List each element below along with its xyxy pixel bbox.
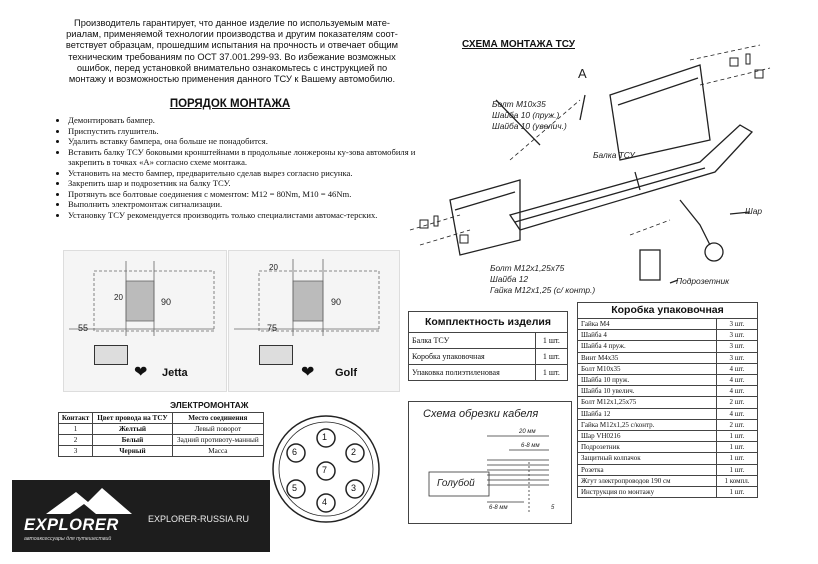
box-qty: 4 шт. xyxy=(717,375,758,386)
warranty-line: Производитель гарантирует, что данное изделие по используемым мате- xyxy=(74,18,390,28)
box-item: Розетка xyxy=(578,464,717,475)
pin-label: 6 xyxy=(292,447,298,457)
heart-icon: ❤ xyxy=(134,364,148,381)
table-row xyxy=(578,419,758,430)
beam-edge xyxy=(515,168,705,222)
install-step: • Закрепить шар и подрозетник на балку ТСУ. xyxy=(68,178,423,189)
box-qty: 1 шт. xyxy=(717,442,758,453)
dim-75: 75 xyxy=(267,323,278,333)
table-row xyxy=(578,375,758,386)
install-step: • Протянуть все болтовые соединения с моментом: М12 = 80Nm, М10 = 46Nm. xyxy=(68,189,423,200)
box-item: Шайба 4 xyxy=(578,330,717,341)
box-qty: 1 компл. xyxy=(717,475,758,486)
place-cell: Масса xyxy=(172,446,263,457)
heart-icon: ❤ xyxy=(301,364,315,381)
cutout-panel-jetta xyxy=(63,250,227,392)
box-qty: 4 шт. xyxy=(717,363,758,374)
box-item: Жгут электропроводов 190 см xyxy=(578,475,717,486)
dim-total: 20 мм xyxy=(519,429,536,435)
cutout-panel-golf xyxy=(228,250,400,392)
box-item: Шайба 12 xyxy=(578,408,717,419)
col-connection: Место соединения xyxy=(172,413,263,424)
place-cell: Задний противоту-манный xyxy=(172,435,263,446)
nut-m12-label: Гайка М12х1,25 (с/ контр.) xyxy=(490,285,596,295)
kit-qty: 1 шт. xyxy=(535,349,567,365)
table-row xyxy=(578,319,758,330)
install-step: • Приспустить глушитель. xyxy=(68,126,423,137)
washer10w-label: Шайба 10 (увелич.) xyxy=(492,121,567,131)
place-cell: Левый поворот xyxy=(172,424,263,435)
col-contact: Контакт xyxy=(59,413,93,424)
kit-item: Балка ТСУ xyxy=(409,333,536,349)
install-step: • Установку ТСУ рекомендуется производить только специалистами автомас-терских. xyxy=(68,210,423,221)
box-title: Коробка упаковочная xyxy=(578,303,758,319)
install-step: • Вставить балку ТСУ боковыми кронштейнами в продольные лонжероны ку-зова автомобиля и закрепить в точках «А» согласно схеме монтажа. xyxy=(68,147,423,168)
kit-qty: 1 шт. xyxy=(535,365,567,381)
box-item: Гайка М4 xyxy=(578,319,717,330)
cable-cut-title: Схема обрезки кабеля xyxy=(423,408,539,420)
table-row xyxy=(578,352,758,363)
table-row xyxy=(409,333,568,349)
warranty-line: техническим требованиям по ОСТ 37.001.299-93. Во избежание возможных xyxy=(68,51,396,62)
install-step: • Удалить вставку бампера, она больше не понадобится. xyxy=(68,136,423,147)
warranty-line: ошибок, перед установкой внимательно ознакомьтесь с инструкцией по xyxy=(76,62,388,73)
install-step: • Демонтировать бампер. xyxy=(68,115,423,126)
table-row xyxy=(578,453,758,464)
dim-five: 5 xyxy=(551,505,555,511)
bolt-m12-label: Болт М12х1,25х75 xyxy=(490,263,565,273)
box-contents-table xyxy=(577,302,758,498)
beam-outline xyxy=(510,125,752,230)
ball-label: Шар xyxy=(745,206,763,216)
table-row xyxy=(578,341,758,352)
table-row xyxy=(578,408,758,419)
table-row xyxy=(578,330,758,341)
car-photo-golf xyxy=(259,345,293,365)
kit-item: Упаковка полиэтиленовая xyxy=(409,365,536,381)
table-row xyxy=(578,363,758,374)
install-step: • Выполнить электромонтаж сигнализации. xyxy=(68,199,423,210)
install-steps-list xyxy=(50,115,423,220)
box-qty: 1 шт. xyxy=(717,464,758,475)
box-qty: 1 шт. xyxy=(717,487,758,498)
table-row xyxy=(578,397,758,408)
box-item: Инструкция по монтажу xyxy=(578,487,717,498)
table-row xyxy=(578,431,758,442)
socket-plate-label: Подрозетник xyxy=(676,276,730,286)
kit-item: Коробка упаковочная xyxy=(409,349,536,365)
kit-table xyxy=(408,311,568,381)
box-item: Винт М4х35 xyxy=(578,352,717,363)
pin-label: 3 xyxy=(351,483,357,493)
contact-cell: 1 xyxy=(59,424,93,435)
beam-label: Балка ТСУ xyxy=(593,150,635,160)
car-photo-jetta xyxy=(94,345,128,365)
box-qty: 3 шт. xyxy=(717,341,758,352)
table-row xyxy=(409,365,568,381)
dim-55: 55 xyxy=(78,323,89,333)
table-row xyxy=(578,464,758,475)
table-row xyxy=(578,442,758,453)
point-a-label: А xyxy=(578,66,587,81)
box-qty: 3 шт. xyxy=(717,319,758,330)
bolt-m10-label: Болт М10х35 xyxy=(492,99,546,109)
box-qty: 1 шт. xyxy=(717,453,758,464)
ball-neck xyxy=(680,200,710,245)
color-cell: Черный xyxy=(93,446,173,457)
table-row xyxy=(578,487,758,498)
box-item: Шайба 4 пруж. xyxy=(578,341,717,352)
table-row xyxy=(409,349,568,365)
electro-title: ЭЛЕКТРОМОНТАЖ xyxy=(170,400,249,410)
box-qty: 3 шт. xyxy=(717,352,758,363)
brand-logo-text: EXPLORER xyxy=(24,516,119,534)
socket-plate-shape xyxy=(640,250,660,280)
box-item: Шайба 10 увелич. xyxy=(578,386,717,397)
warranty-line: монтажу и возможностью применения данного ТСУ к Вашему автомобилю. xyxy=(68,74,396,85)
warranty-line: риалам, применяемой технологии производства и другим показателям соот- xyxy=(66,29,398,40)
wiring-table xyxy=(58,412,264,457)
box-item: Подрозетник xyxy=(578,442,717,453)
pin-label: 7 xyxy=(322,465,328,475)
pin-label: 4 xyxy=(322,497,328,507)
color-cell: Белый xyxy=(93,435,173,446)
mountain-logo-icon xyxy=(46,486,132,516)
brand-tagline: автоаксессуары для путешествий xyxy=(24,536,112,542)
install-order-title: ПОРЯДОК МОНТАЖА xyxy=(169,98,291,110)
pin-label: 2 xyxy=(351,447,357,457)
dim-90: 90 xyxy=(161,297,172,307)
table-row xyxy=(578,386,758,397)
warranty-text xyxy=(62,18,402,85)
box-qty: 4 шт. xyxy=(717,386,758,397)
washer12-label: Шайба 12 xyxy=(490,274,529,284)
box-qty: 1 шт. xyxy=(717,431,758,442)
install-step: • Установить на место бампер, предварительно сделав вырез согласно рисунка. xyxy=(68,168,423,179)
dim-strip: 6-8 мм xyxy=(521,443,540,449)
box-item: Шар VH0216 xyxy=(578,431,717,442)
pin-label: 5 xyxy=(292,483,298,493)
table-row xyxy=(59,435,264,446)
box-qty: 2 шт. xyxy=(717,397,758,408)
box-item: Болт М12х1,25х75 xyxy=(578,397,717,408)
dim-90: 90 xyxy=(331,297,342,307)
contact-cell: 2 xyxy=(59,435,93,446)
col-wire-color: Цвет провода на ТСУ xyxy=(93,413,173,424)
box-item: Болт М10х35 xyxy=(578,363,717,374)
mounting-scheme-title: СХЕМА МОНТАЖА ТСУ xyxy=(462,39,575,50)
box-qty: 4 шт. xyxy=(717,408,758,419)
table-row xyxy=(59,424,264,435)
pin-label: 1 xyxy=(322,432,328,442)
tow-ball xyxy=(705,243,723,261)
dim-20: 20 xyxy=(269,263,278,272)
car-name-golf: Golf xyxy=(335,367,357,379)
box-item: Шайба 10 пруж. xyxy=(578,375,717,386)
color-cell: Желтый xyxy=(93,424,173,435)
cable-cut-panel xyxy=(408,401,572,524)
bolt-shape xyxy=(420,220,428,228)
wire-color-label: Голубой xyxy=(437,478,475,489)
box-qty: 2 шт. xyxy=(717,419,758,430)
box-item: Гайка М12х1,25 с/контр. xyxy=(578,419,717,430)
site-link[interactable]: EXPLORER-RUSSIA.RU xyxy=(148,514,250,524)
table-row xyxy=(59,446,264,457)
bolt-shape xyxy=(730,58,738,66)
box-item: Защитный колпачок xyxy=(578,453,717,464)
tow-bar-drawing xyxy=(400,40,818,302)
kit-title: Комплектность изделия xyxy=(409,312,568,333)
socket-pin-diagram xyxy=(270,413,382,525)
warranty-line: ветствует образцам, прошедшим испытания на прочность и отвечает общим xyxy=(65,40,399,51)
box-qty: 3 шт. xyxy=(717,330,758,341)
left-bracket xyxy=(450,180,520,255)
car-name-jetta: Jetta xyxy=(162,367,188,379)
dim-20: 20 xyxy=(114,293,123,302)
dim-bottom: 6-8 мм xyxy=(489,505,508,511)
contact-cell: 3 xyxy=(59,446,93,457)
washer10-label: Шайба 10 (пруж.) xyxy=(492,110,560,120)
kit-qty: 1 шт. xyxy=(535,333,567,349)
table-row xyxy=(578,475,758,486)
